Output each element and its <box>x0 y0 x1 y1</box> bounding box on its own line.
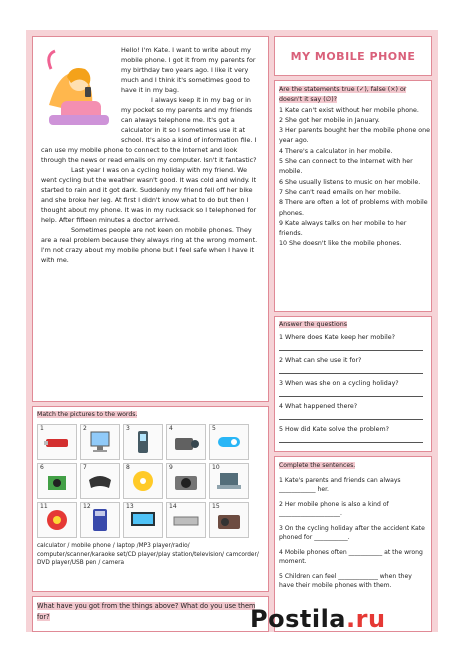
sentence-item: 4 Mobile phones often ___________ at the wrong moment. <box>279 548 423 565</box>
story-box <box>32 36 269 402</box>
story-paragraph-3: Last year I was on a cycling holiday with my friend. We went cycling but the weather wasn't good. It was cold and windy. It started to rain and it got dark. Suddenly my friend fell off her bike and she broke her leg. At first I didn't know what to do but then I thought about my phone. It was in my rucksack so I telephoned for help. After fifteen minutes a doctor arrived. <box>41 166 257 224</box>
tf-item: 5 She can connect to the Internet with her mobile. <box>279 158 413 176</box>
picture-cell: 9 <box>166 463 206 499</box>
match-box <box>32 406 269 592</box>
questions-box <box>274 316 432 452</box>
page-title: MY MOBILE PHONE <box>274 36 432 76</box>
picture-cell: 8 <box>123 463 163 499</box>
question-item: 1 Where does Kate keep her mobile? <box>279 334 395 341</box>
usb-pen-icon <box>42 431 72 453</box>
radio-icon <box>214 507 244 533</box>
picture-cell: 6 <box>37 463 77 499</box>
sentence-item: 5 Children can feel _____________ when they have their mobile phones with them. <box>279 572 412 589</box>
tf-item: 4 There's a calculator in her mobile. <box>279 147 393 155</box>
true-false-box <box>274 80 432 312</box>
play-station-icon <box>85 470 115 492</box>
tf-item: 7 She can't read emails on her mobile. <box>279 188 401 196</box>
mp3-player-icon <box>214 431 244 453</box>
tf-item: 8 There are often a lot of problems with mobile phones. <box>279 199 428 217</box>
tf-item: 3 Her parents bought her the mobile phone one year ago. <box>279 127 431 145</box>
cd-icon <box>128 468 158 494</box>
question-item: 4 What happened there? <box>279 403 358 410</box>
tf-item: 9 Kate always talks on her mobile to her friends. <box>279 219 407 238</box>
question-item: 3 When was she on a cycling holiday? <box>279 380 399 387</box>
picture-cell: 15 <box>209 502 249 538</box>
picture-cell: 5 <box>209 424 249 460</box>
question-item: 5 How did Kate solve the problem? <box>279 426 389 433</box>
camera-icon <box>171 468 201 494</box>
word-list: calculator / mobile phone / laptop /MP3 player/radio/ computer/scanner/karaoke set/CD player/play station/television/ camcorder/ DVD player/USB pen / camera <box>37 543 259 566</box>
cd-player-icon <box>42 507 72 533</box>
girl-with-phone-illustration <box>41 45 115 135</box>
mobile-phone-icon <box>128 429 158 455</box>
sentence-item: 1 Kate's parents and friends can always ____________ her. <box>279 476 401 493</box>
picture-cell: 14 <box>166 502 206 538</box>
watermark: Postila.ru <box>250 605 386 633</box>
match-heading: Match the pictures to the words. <box>37 411 138 418</box>
story-paragraph-2: I always keep it in my bag or in my pocket so my parents and my friends can always telephone me. It's got a calculator in it so I sometimes use it at school. It's also a kind of information file. I can use my mobile phone to connect to the Internet and look through the news or read emails on my computer. Isn't it fantastic? <box>41 96 257 164</box>
tf-item: 6 She usually listens to music on her mobile. <box>279 178 421 186</box>
story-paragraph-4: Sometimes people are not keen on mobile phones. They are a real problem because they always ring at the wrong moment. I'm not crazy about my mobile phone but I feel safe when I have it with me. <box>41 226 258 264</box>
picture-grid <box>37 424 264 538</box>
story-paragraph-1: Hello! I'm Kate. I want to write about my mobile phone. I got it from my parents for my birthday two years ago. I like it very much and I think it's sometimes good to have it in my bag. <box>121 46 256 94</box>
answer-line[interactable] <box>279 365 423 374</box>
question-item: 2 What can she use it for? <box>279 357 362 364</box>
tf-item: 2 She got her mobile in January. <box>279 116 380 124</box>
television-icon <box>128 508 158 532</box>
true-false-heading: Are the statements true (✓), false (×) or doesn't it say (∅)? <box>279 86 407 104</box>
picture-cell: 10 <box>209 463 249 499</box>
camcorder-icon <box>171 430 201 454</box>
picture-cell: 12 <box>80 502 120 538</box>
answer-line[interactable] <box>279 411 423 420</box>
worksheet <box>26 30 438 632</box>
sentence-item: 2 Her mobile phone is also a kind of ____________________. <box>279 500 389 517</box>
picture-cell: 13 <box>123 502 163 538</box>
answer-line[interactable] <box>279 388 423 397</box>
picture-cell: 3 <box>123 424 163 460</box>
picture-cell: 11 <box>37 502 77 538</box>
picture-cell: 2 <box>80 424 120 460</box>
tf-item: 1 Kate can't exist without her mobile phone. <box>279 106 419 114</box>
sentence-item: 3 On the cycling holiday after the accident Kate phoned for ___________. <box>279 524 425 541</box>
complete-heading: Complete the sentences. <box>279 462 356 469</box>
answer-line[interactable] <box>279 434 423 443</box>
scanner-icon <box>171 509 201 531</box>
answer-line[interactable] <box>279 342 423 351</box>
karaoke-set-icon <box>42 468 72 494</box>
final-question: What have you got from the things above? What do you use them for? <box>37 602 256 621</box>
laptop-icon <box>214 469 244 493</box>
tf-item: 10 She doesn't like the mobile phones. <box>279 240 402 248</box>
picture-cell: 4 <box>166 424 206 460</box>
computer-icon <box>85 430 115 454</box>
picture-cell: 1 <box>37 424 77 460</box>
final-question-box <box>32 596 269 632</box>
calculator-icon <box>85 507 115 533</box>
picture-cell: 7 <box>80 463 120 499</box>
questions-heading: Answer the questions <box>279 321 348 328</box>
